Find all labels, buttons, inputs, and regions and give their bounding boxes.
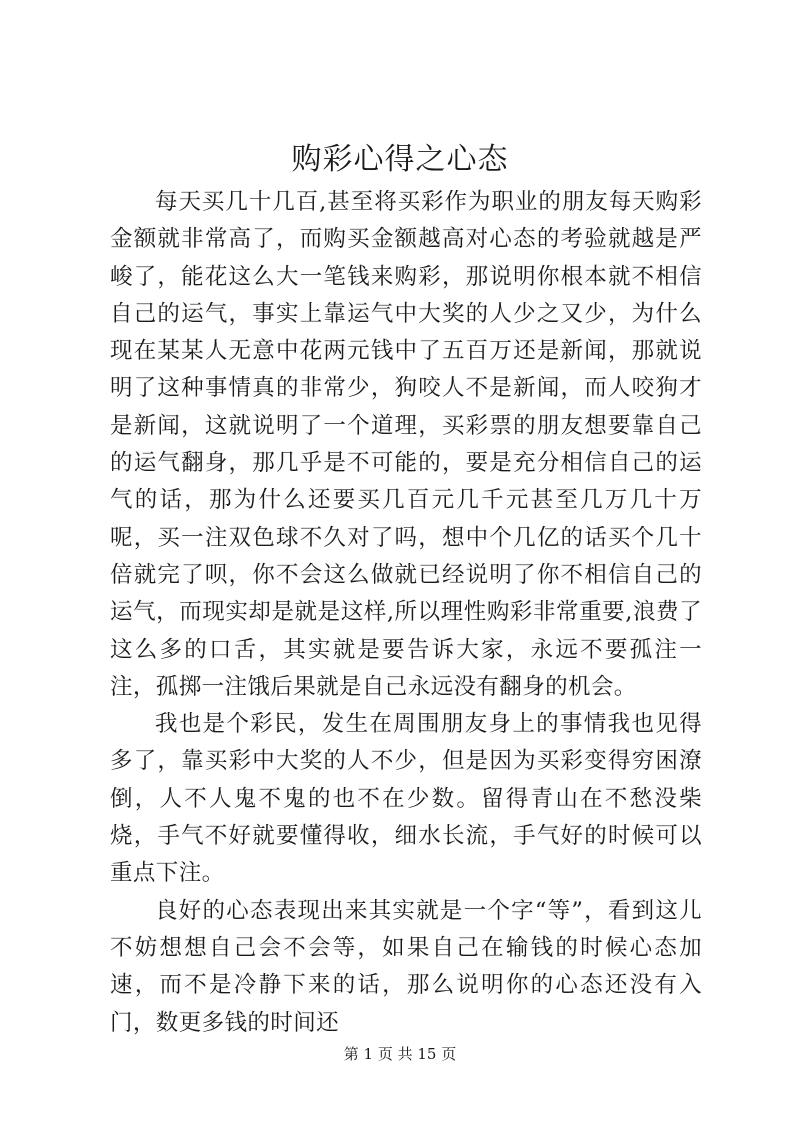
paragraph-3: 良好的心态表现出来其实就是一个字“等”，看到这儿不妨想想自己会不会等，如果自己在输钱的时候心态加速，而不是冷静下来的话，那么说明你的心态还没有入门，数更多钱的时间还 xyxy=(110,897,702,1036)
document-title: 购彩心得之心态 xyxy=(291,142,509,177)
paragraph-2: 我也是个彩民，发生在周围朋友身上的事情我也见得多了，靠买彩中大奖的人不少，但是因为买彩变得穷困潦倒，人不人鬼不鬼的也不在少数。留得青山在不愁没柴烧，手气不好就要懂得收，细水长流，手气好的时候可以重点下注。 xyxy=(110,711,702,887)
paragraph-1: 每天买几十几百,甚至将买彩作为职业的朋友每天购彩金额就非常高了，而购买金额越高对心态的考验就越是严峻了，能花这么大一笔钱来购彩，那说明你根本就不相信自己的运气，事实上靠运气中大奖的人少之又少，为什么现在某某人无意中花两元钱中了五百万还是新闻，那就说明了这种事情真的非常少，狗咬人不是新闻，而人咬狗才是新闻，这就说明了一个道理，买彩票的朋友想要靠自己的运气翻身，那几乎是不可能的，要是充分相信自己的运气的话，那为什么还要买几百元几千元甚至几万几十万呢，买一注双色球不久对了吗，想中个几亿的话买个几十倍就完了呗，你不会这么做就已经说明了你不相信自己的运气，而现实却是就是这样,所以理性购彩非常重要,浪费了这么多的口舌，其实就是要告诉大家，永远不要孤注一注，孤掷一注饿后果就是自己永远没有翻身的机会。 xyxy=(110,189,702,700)
document-body xyxy=(110,184,702,1042)
page-number-footer: 第 1 页 共 15 页 xyxy=(343,1045,457,1063)
